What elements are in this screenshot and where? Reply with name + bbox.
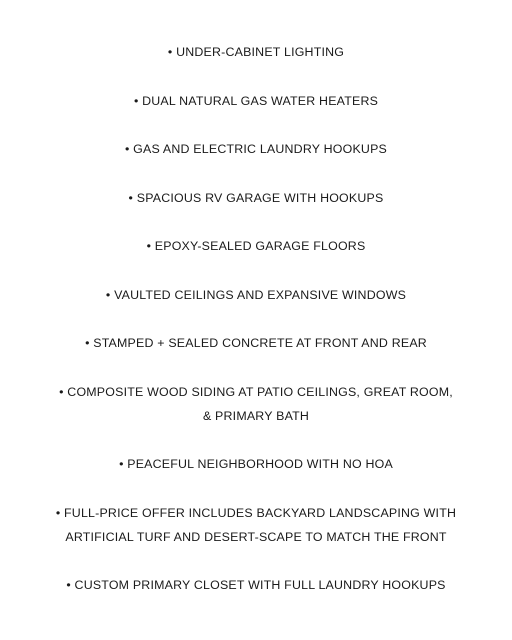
feature-text: • CUSTOM PRIMARY CLOSET WITH FULL LAUNDRY HOOKUPS [66,578,446,592]
feature-item-laundry-hookups [40,137,472,161]
feature-text: & PRIMARY BATH [202,409,310,423]
feature-text: • EPOXY-SEALED GARAGE FLOORS [146,239,366,253]
feature-item-garage-floors [40,234,472,258]
feature-text: • SPACIOUS RV GARAGE WITH HOOKUPS [128,191,384,205]
feature-text: • UNDER-CABINET LIGHTING [167,45,345,59]
feature-text: • DUAL NATURAL GAS WATER HEATERS [133,94,379,108]
feature-text: • COMPOSITE WOOD SIDING AT PATIO CEILINGS, GREAT ROOM, [59,385,453,399]
feature-text: • FULL-PRICE OFFER INCLUDES BACKYARD LANDSCAPING WITH [55,506,457,520]
feature-item-under-cabinet-lighting [40,40,472,64]
feature-item-backyard-landscaping [40,501,472,549]
feature-text: • STAMPED + SEALED CONCRETE AT FRONT AND REAR [85,336,427,350]
feature-item-composite-siding [40,380,472,428]
feature-text: ARTIFICIAL TURF AND DESERT-SCAPE TO MATCH THE FRONT [65,530,447,544]
feature-text: • GAS AND ELECTRIC LAUNDRY HOOKUPS [125,142,387,156]
feature-item-no-hoa [40,452,472,476]
feature-item-rv-garage [40,186,472,210]
feature-item-stamped-concrete [40,331,472,355]
feature-text: • VAULTED CEILINGS AND EXPANSIVE WINDOWS [105,288,407,302]
feature-item-primary-closet [40,573,472,597]
feature-item-vaulted-ceilings [40,283,472,307]
feature-item-water-heaters [40,89,472,113]
feature-text: • PEACEFUL NEIGHBORHOOD WITH NO HOA [119,457,393,471]
